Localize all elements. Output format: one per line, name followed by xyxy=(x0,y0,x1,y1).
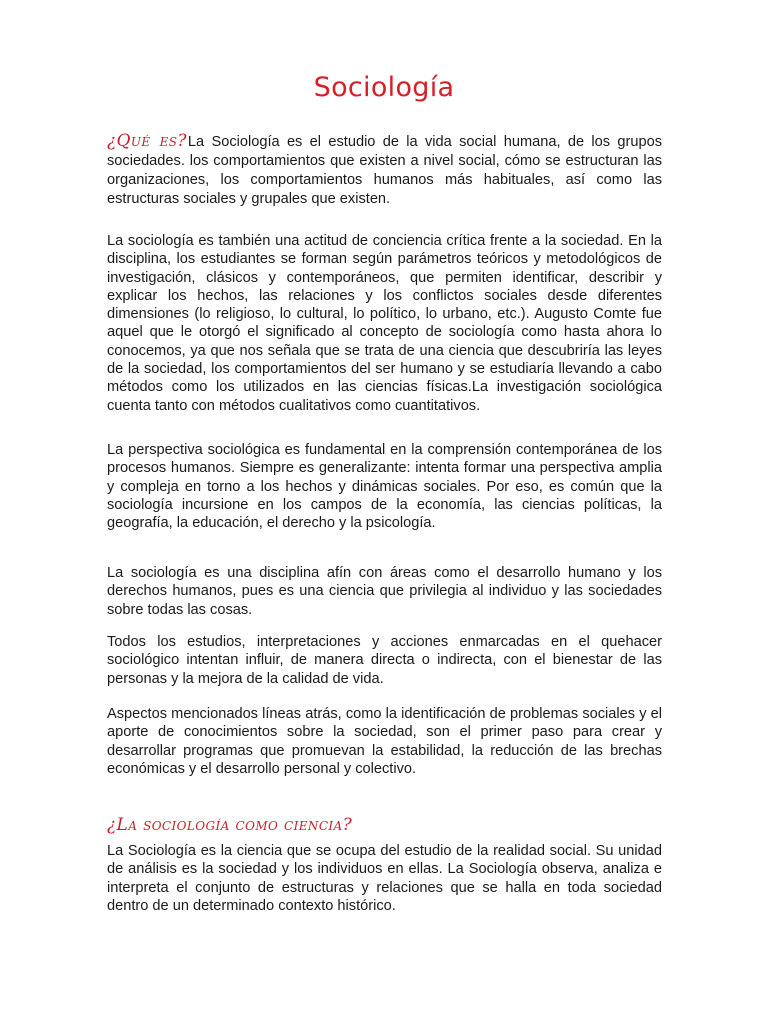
section-what-is xyxy=(107,132,662,209)
paragraph-perspective xyxy=(107,441,662,532)
paragraph-text: La sociología es también una actitud de conciencia crítica frente a la sociedad. En la disciplina, los estudiantes se forman según parámetros teóricos y metodológicos de investigación, clásicos y contemporáneos, que permiten identificar, describir y explicar los hechos, las relaciones y los conflictos sociales desde diferentes dimensiones (lo religioso, lo cultural, lo político, lo urbano, etc.). Augusto Comte fue aquel que le otorgó el significado al concepto de sociología como hasta ahora lo conocemos, ya que nos señala que se trata de una ciencia que descubriría las leyes de la sociedad, los comportamientos del ser humano y se estudiaría llevando a cabo métodos como los utilizados en las ciencias físicas.La investigación sociológica cuenta tanto con métodos cualitativos como cuantitativos. xyxy=(107,233,662,414)
document-title: Sociología xyxy=(313,72,455,103)
paragraph-text: Aspectos mencionados líneas atrás, como la identificación de problemas sociales y el aporte de conocimientos sobre la sociedad, son el primer paso para crear y desarrollar programas que promuevan la estabilidad, la reducción de las brechas económicas y el desarrollo personal y colectivo. xyxy=(107,706,662,777)
section-heading-what-is: ¿Qué es? xyxy=(107,131,187,151)
section-heading-science: ¿La sociología como ciencia? xyxy=(107,815,353,835)
paragraph-science xyxy=(107,842,662,915)
paragraph-text: La Sociología es la ciencia que se ocupa del estudio de la realidad social. Su unidad de análisis es la sociedad y los individuos en ellas. La Sociología observa, analiza e interpreta el conjunto de estructuras y relaciones que se halla en toda sociedad dentro de un determinado contexto histórico. xyxy=(107,843,662,914)
intro-paragraph xyxy=(107,132,662,209)
paragraph-text: Todos los estudios, interpretaciones y acciones enmarcadas en el quehacer sociológico intentan influir, de manera directa o indirecta, con el bienestar de las personas y la mejora de la calidad de vida. xyxy=(107,634,662,687)
intro-paragraph-text: La Sociología es el estudio de la vida social humana, de los grupos sociedades. los comportamientos que existen a nivel social, cómo se estructuran las organizaciones, los comportamientos humanos más habituales, así como las estructuras sociales y grupales que existen. xyxy=(107,134,662,207)
paragraph-text: La sociología es una disciplina afín con áreas como el desarrollo humano y los derechos humanos, pues es una ciencia que privilegia al individuo y las sociedades sobre todas las cosas. xyxy=(107,565,662,618)
paragraph-critical-attitude xyxy=(107,232,662,415)
paragraph-text: La perspectiva sociológica es fundamental en la comprensión contemporánea de los procesos humanos. Siempre es generalizante: intenta formar una perspectiva amplia y compleja en torno a los hechos y dinámicas sociales. Por eso, es común que la sociología incursione en los campos de la economía, las ciencias políticas, la geografía, la educación, el derecho y la psicología. xyxy=(107,442,662,532)
paragraph-affinity xyxy=(107,564,662,619)
paragraph-wellbeing xyxy=(107,633,662,688)
paragraph-aspects xyxy=(107,705,662,778)
